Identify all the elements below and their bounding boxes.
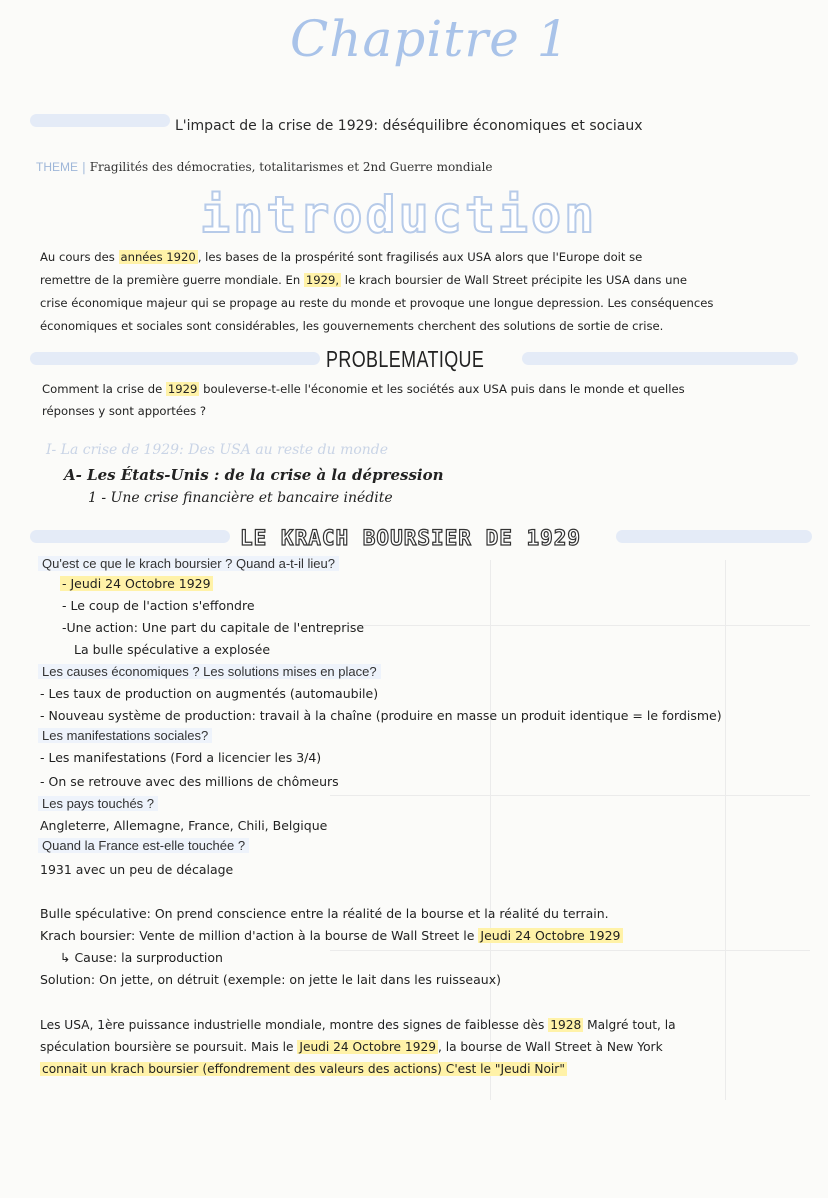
- problematique-text: [42, 378, 822, 422]
- problematique-heading: PROBLEMATIQUE: [326, 346, 485, 372]
- intro-line-1: Au cours des années 1920 , les bases de la prospérité sont fragilisés aux USA alors que l'Europe doit se: [40, 250, 643, 264]
- intro-line-4: économiques et sociales sont considérables, les gouvernements cherchent des solutions de sortie de crise.: [40, 319, 664, 333]
- answer-2-1: - Les taux de production on augmentés (automaubile): [40, 686, 379, 701]
- question-3: Les manifestations sociales?: [38, 728, 212, 743]
- final-paragraph: [40, 1014, 820, 1080]
- section-1-heading: 1 - Une crise financière et bancaire inédite: [88, 490, 393, 506]
- final-line-2: spéculation boursière se poursuit. Mais le Jeudi 24 Octobre 1929 , la bourse de Wall Street à New York: [40, 1040, 663, 1054]
- theme-tag: THEME: [36, 160, 78, 174]
- highlight: - Jeudi 24 Octobre 1929: [62, 576, 211, 591]
- answer-3-2: - On se retrouve avec des millions de chômeurs: [40, 774, 339, 789]
- final-line-1: Les USA, 1ère puissance industrielle mondiale, montre des signes de faiblesse dès 1928 Malgré tout, la: [40, 1018, 676, 1032]
- problematique-line-1: Comment la crise de 1929 bouleverse-t-elle l'économie et les sociétés aux USA puis dans le monde et quelles: [42, 382, 685, 396]
- answer-1-3: -Une action: Une part du capitale de l'entreprise: [62, 620, 365, 635]
- highlight: 1929,: [305, 273, 340, 287]
- answer-3-1: - Les manifestations (Ford a licencier les 3/4): [40, 750, 322, 765]
- note-bulle: Bulle spéculative: On prend conscience entre la réalité de la bourse et la réalité du terrain.: [40, 906, 609, 921]
- intro-heading: introduction: [200, 186, 598, 244]
- note-cause: ↳ Cause: la surproduction: [60, 950, 223, 965]
- theme-text: Fragilités des démocraties, totalitarismes et 2nd Guerre mondiale: [89, 160, 493, 174]
- intro-paragraph: [40, 246, 820, 338]
- intro-line-3: crise économique majeur qui se propage au reste du monde et provoque une longue depression. Les conséquences: [40, 296, 714, 310]
- question-1: Qu'est ce que le krach boursier ? Quand a-t-il lieu?: [38, 556, 339, 571]
- theme-line: THEME | Fragilités des démocraties, totalitarismes et 2nd Guerre mondiale: [36, 160, 493, 174]
- answer-1-2: - Le coup de l'action s'effondre: [62, 598, 255, 613]
- krach-title: LE KRACH BOURSIER DE 1929: [240, 526, 582, 550]
- note-solution: Solution: On jette, on détruit (exemple: on jette le lait dans les ruisseaux): [40, 972, 501, 987]
- bleed-line: [330, 950, 810, 951]
- question-2: Les causes économiques ? Les solutions mises en place?: [38, 664, 381, 679]
- final-line-3: connait un krach boursier (effondrement des valeurs des actions) C'est le "Jeudi Noir": [42, 1062, 565, 1076]
- section-heading-faint: I- La crise de 1929: Des USA au reste du monde: [46, 442, 389, 458]
- note-krach: Krach boursier: Vente de million d'action à la bourse de Wall Street le Jeudi 24 Octobre 1929: [40, 928, 621, 943]
- decor-band: [30, 352, 320, 365]
- highlight: années 1920: [120, 250, 196, 264]
- answer-1-1: [60, 576, 213, 591]
- highlight: Jeudi 24 Octobre 1929: [480, 928, 621, 943]
- decor-band: [30, 114, 170, 127]
- chapter-subtitle: L'impact de la crise de 1929: déséquilibre économiques et sociaux: [175, 118, 643, 134]
- answer-5-1: 1931 avec un peu de décalage: [40, 862, 234, 877]
- highlight: Jeudi 24 Octobre 1929: [299, 1040, 436, 1054]
- bleed-line: [330, 795, 810, 796]
- decor-band: [522, 352, 798, 365]
- bleed-line: [330, 625, 810, 626]
- answer-1-4: La bulle spéculative a explosée: [74, 642, 271, 657]
- problematique-line-2: réponses y sont apportées ?: [42, 404, 206, 418]
- answer-2-2: - Nouveau système de production: travail à la chaîne (produire en masse un produit identique = le fordisme): [40, 708, 722, 723]
- highlight: 1929: [167, 382, 198, 396]
- highlight: 1928: [550, 1018, 582, 1032]
- answer-4-1: Angleterre, Allemagne, France, Chili, Belgique: [40, 818, 328, 833]
- question-4: Les pays touchés ?: [38, 796, 158, 811]
- decor-band: [616, 530, 812, 543]
- decor-band: [30, 530, 230, 543]
- intro-line-2: remettre de la première guerre mondiale. En 1929, le krach boursier de Wall Street précipite les USA dans une: [40, 273, 687, 287]
- chapter-title: Chapitre 1: [290, 10, 570, 68]
- question-5: Quand la France est-elle touchée ?: [38, 838, 249, 853]
- section-a-heading: A- Les États-Unis : de la crise à la dépression: [64, 466, 444, 484]
